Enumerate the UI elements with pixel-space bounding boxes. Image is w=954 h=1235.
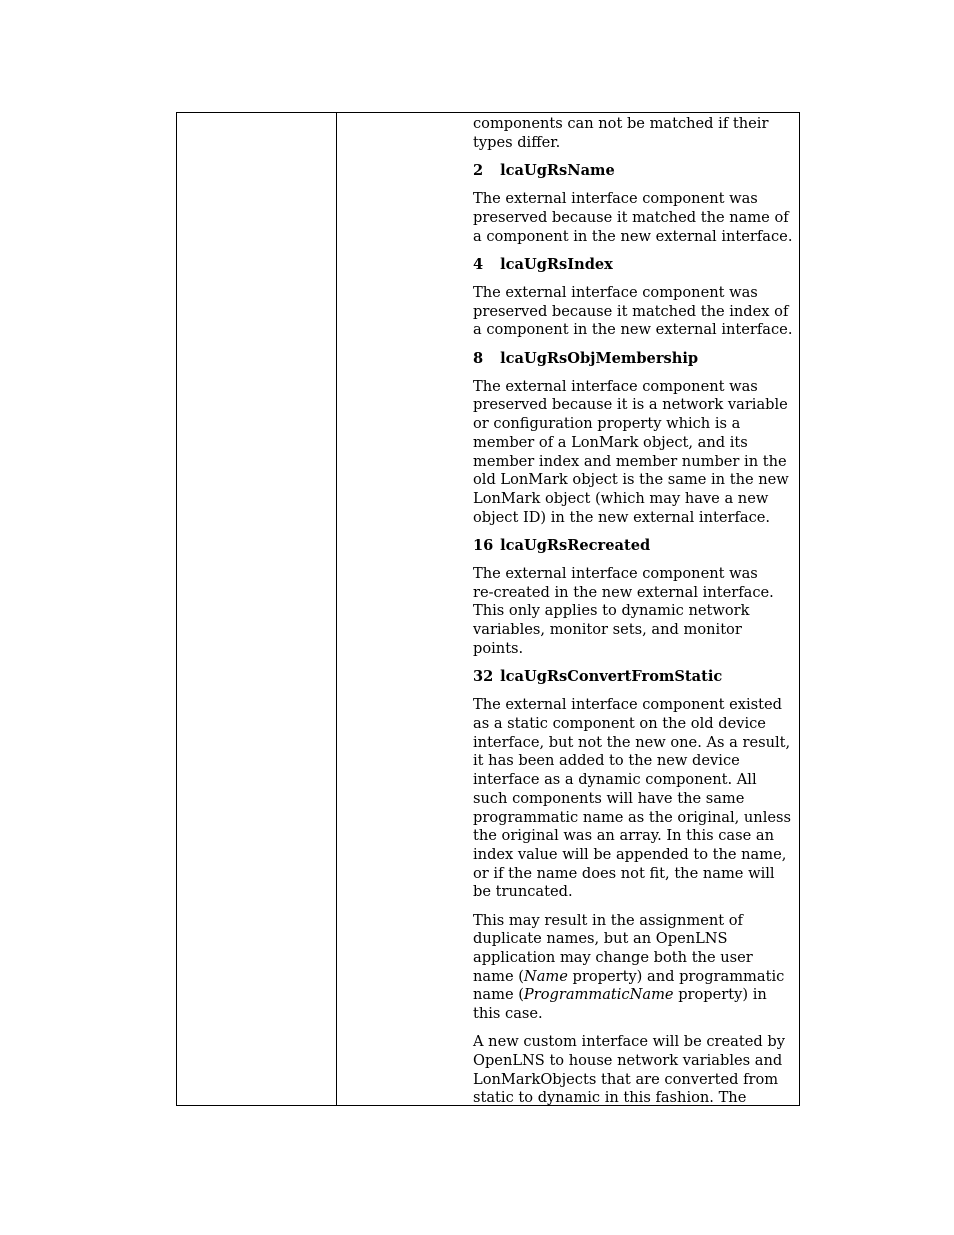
text-line: The external interface component was xyxy=(473,565,758,583)
text-line: it has been added to the new device xyxy=(473,752,740,770)
entry-constant-name: lcaUgRsName xyxy=(500,161,615,179)
entry-constant-name: lcaUgRsIndex xyxy=(500,255,613,273)
entry-heading xyxy=(473,256,791,275)
intro-text xyxy=(473,115,791,152)
entry-heading xyxy=(473,350,791,369)
duplicate-names-paragraph xyxy=(473,912,791,1024)
entry-value: 2 xyxy=(473,161,484,179)
text-line: static to dynamic in this fashion. The xyxy=(473,1089,747,1107)
text-line: This may result in the assignment of xyxy=(473,911,743,929)
name-property-emphasis: Name xyxy=(523,967,568,985)
entry-constant-name: lcaUgRsConvertFromStatic xyxy=(500,668,723,686)
text-line: components can not be matched if their xyxy=(473,115,769,132)
entry-heading xyxy=(473,668,791,687)
text-line: member of a LonMark object, and its xyxy=(473,433,748,451)
text-line: a component in the new external interface. xyxy=(473,321,793,339)
entry-value: 16 xyxy=(473,536,494,554)
text-line: preserved because it matched the index of xyxy=(473,302,789,320)
text-line: preserved because it matched the name of xyxy=(473,208,789,226)
entry-value: 4 xyxy=(473,255,484,273)
text-line: a component in the new external interface. xyxy=(473,227,793,245)
text-line: this case. xyxy=(473,1005,543,1023)
programmatic-name-emphasis: ProgrammaticName xyxy=(523,986,674,1004)
entry-constant-name: lcaUgRsRecreated xyxy=(500,536,651,554)
text-line: A new custom interface will be created by xyxy=(473,1033,785,1051)
text-line: types differ. xyxy=(473,133,561,151)
entry-heading xyxy=(473,162,791,181)
text-run: name ( xyxy=(473,967,524,985)
text-line: preserved because it is a network variable xyxy=(473,396,788,414)
entry-description xyxy=(473,378,791,528)
text-run: name ( xyxy=(473,986,524,1004)
text-line: object ID) in the new external interface. xyxy=(473,508,771,526)
entry-constant-name: lcaUgRsObjMembership xyxy=(500,349,699,367)
text-line: old LonMark object is the same in the new xyxy=(473,471,789,489)
text-line: The external interface component was xyxy=(473,190,758,208)
text-line: LonMarkObjects that are converted from xyxy=(473,1070,779,1088)
text-run: property) in xyxy=(673,986,767,1004)
entry-description xyxy=(473,284,791,340)
entry-description xyxy=(473,190,791,246)
text-line: The external interface component was xyxy=(473,283,758,301)
text-line: programmatic name as the original, unless xyxy=(473,808,791,826)
text-line: The external interface component was xyxy=(473,377,758,395)
text-line: or configuration property which is a xyxy=(473,415,741,433)
text-line: variables, monitor sets, and monitor xyxy=(473,621,742,639)
text-line xyxy=(473,968,791,987)
text-line: index value will be appended to the name, xyxy=(473,845,787,863)
entry-description xyxy=(473,565,791,659)
text-line: the original was an array. In this case an xyxy=(473,827,774,845)
text-line: or if the name does not fit, the name will xyxy=(473,864,775,882)
custom-interface-paragraph xyxy=(473,1033,791,1108)
text-line: This only applies to dynamic network xyxy=(473,602,750,620)
reason-table xyxy=(176,112,800,1106)
text-line: OpenLNS to house network variables and xyxy=(473,1051,783,1069)
entries-list xyxy=(473,162,791,902)
entry-value: 32 xyxy=(473,668,494,686)
entry-description xyxy=(473,696,791,902)
text-line: such components will have the same xyxy=(473,789,745,807)
text-line: interface as a dynamic component. All xyxy=(473,771,757,789)
text-line: member index and member number in the xyxy=(473,452,787,470)
text-line: as a static component on the old device xyxy=(473,714,766,732)
entry-heading xyxy=(473,537,791,556)
text-line: LonMark object (which may have a new xyxy=(473,489,769,507)
text-line: points. xyxy=(473,639,524,657)
text-run: property) and programmatic xyxy=(567,967,785,985)
column-divider xyxy=(336,113,337,1105)
text-line: interface, but not the new one. As a result, xyxy=(473,733,791,751)
text-line: be truncated. xyxy=(473,883,573,901)
entry-value: 8 xyxy=(473,349,484,367)
text-line: The external interface component existed xyxy=(473,696,782,714)
text-line xyxy=(473,986,791,1005)
description-column xyxy=(473,115,791,1118)
text-line: duplicate names, but an OpenLNS xyxy=(473,930,728,948)
text-line: application may change both the user xyxy=(473,948,753,966)
text-line: re-created in the new external interface. xyxy=(473,583,774,601)
